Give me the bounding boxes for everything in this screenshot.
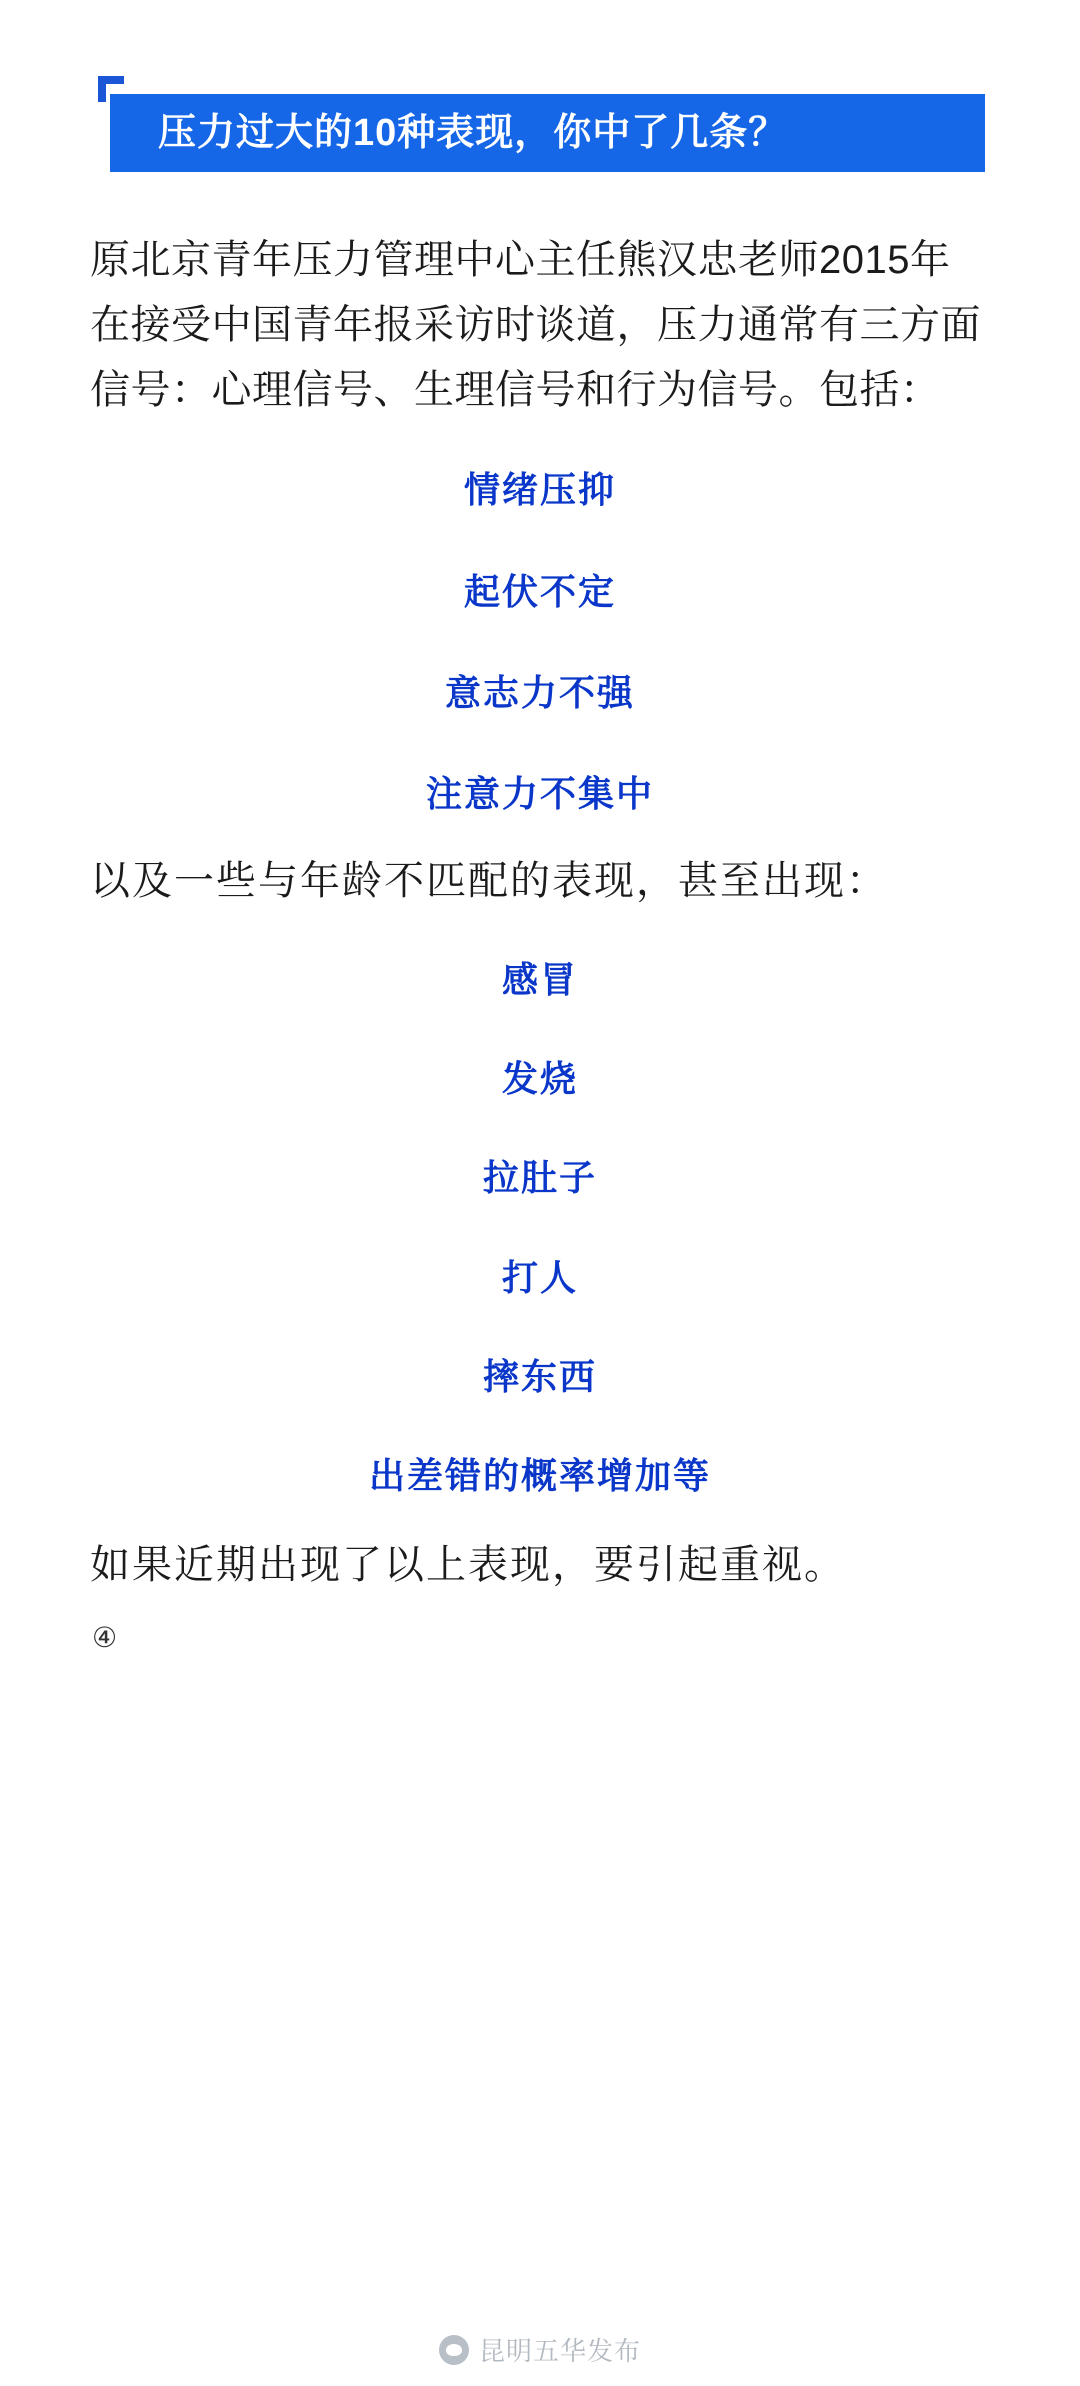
page-number: ④ [92, 1621, 118, 1653]
list-item: 起伏不定 [463, 570, 616, 612]
list-item: 感冒 [501, 958, 578, 1000]
watermark [0, 2331, 1080, 2368]
list-item: 注意力不集中 [425, 772, 654, 814]
watermark-label: 昆明五华发布 [478, 2336, 641, 2366]
list-item: 情绪压抑 [463, 469, 616, 511]
transition-paragraph: 以及一些与年龄不匹配的表现，甚至出现： [90, 859, 888, 904]
article-header [0, 40, 1080, 180]
list-item: 摔东西 [482, 1355, 597, 1397]
list-item: 出差错的概率增加等 [368, 1454, 711, 1496]
weibo-icon [439, 2335, 469, 2365]
title-banner [110, 94, 985, 172]
intro-paragraph: 原北京青年压力管理中心主任熊汉忠老师2015年在接受中国青年报采访时谈道，压力通常有三方面信号：心理信号、生理信号和行为信号。包括： [90, 238, 981, 412]
closing-paragraph: 如果近期出现了以上表现，要引起重视。 [90, 1543, 846, 1588]
signal-list-physical [0, 958, 1080, 1497]
list-item: 意志力不强 [444, 671, 635, 713]
article-page [0, 40, 1080, 2386]
signal-list-psychological [0, 468, 1080, 815]
list-item: 拉肚子 [482, 1157, 597, 1199]
list-item: 发烧 [501, 1058, 578, 1100]
list-item: 打人 [501, 1256, 578, 1298]
page-title: 压力过大的10种表现，你中了几条？ [158, 112, 788, 154]
